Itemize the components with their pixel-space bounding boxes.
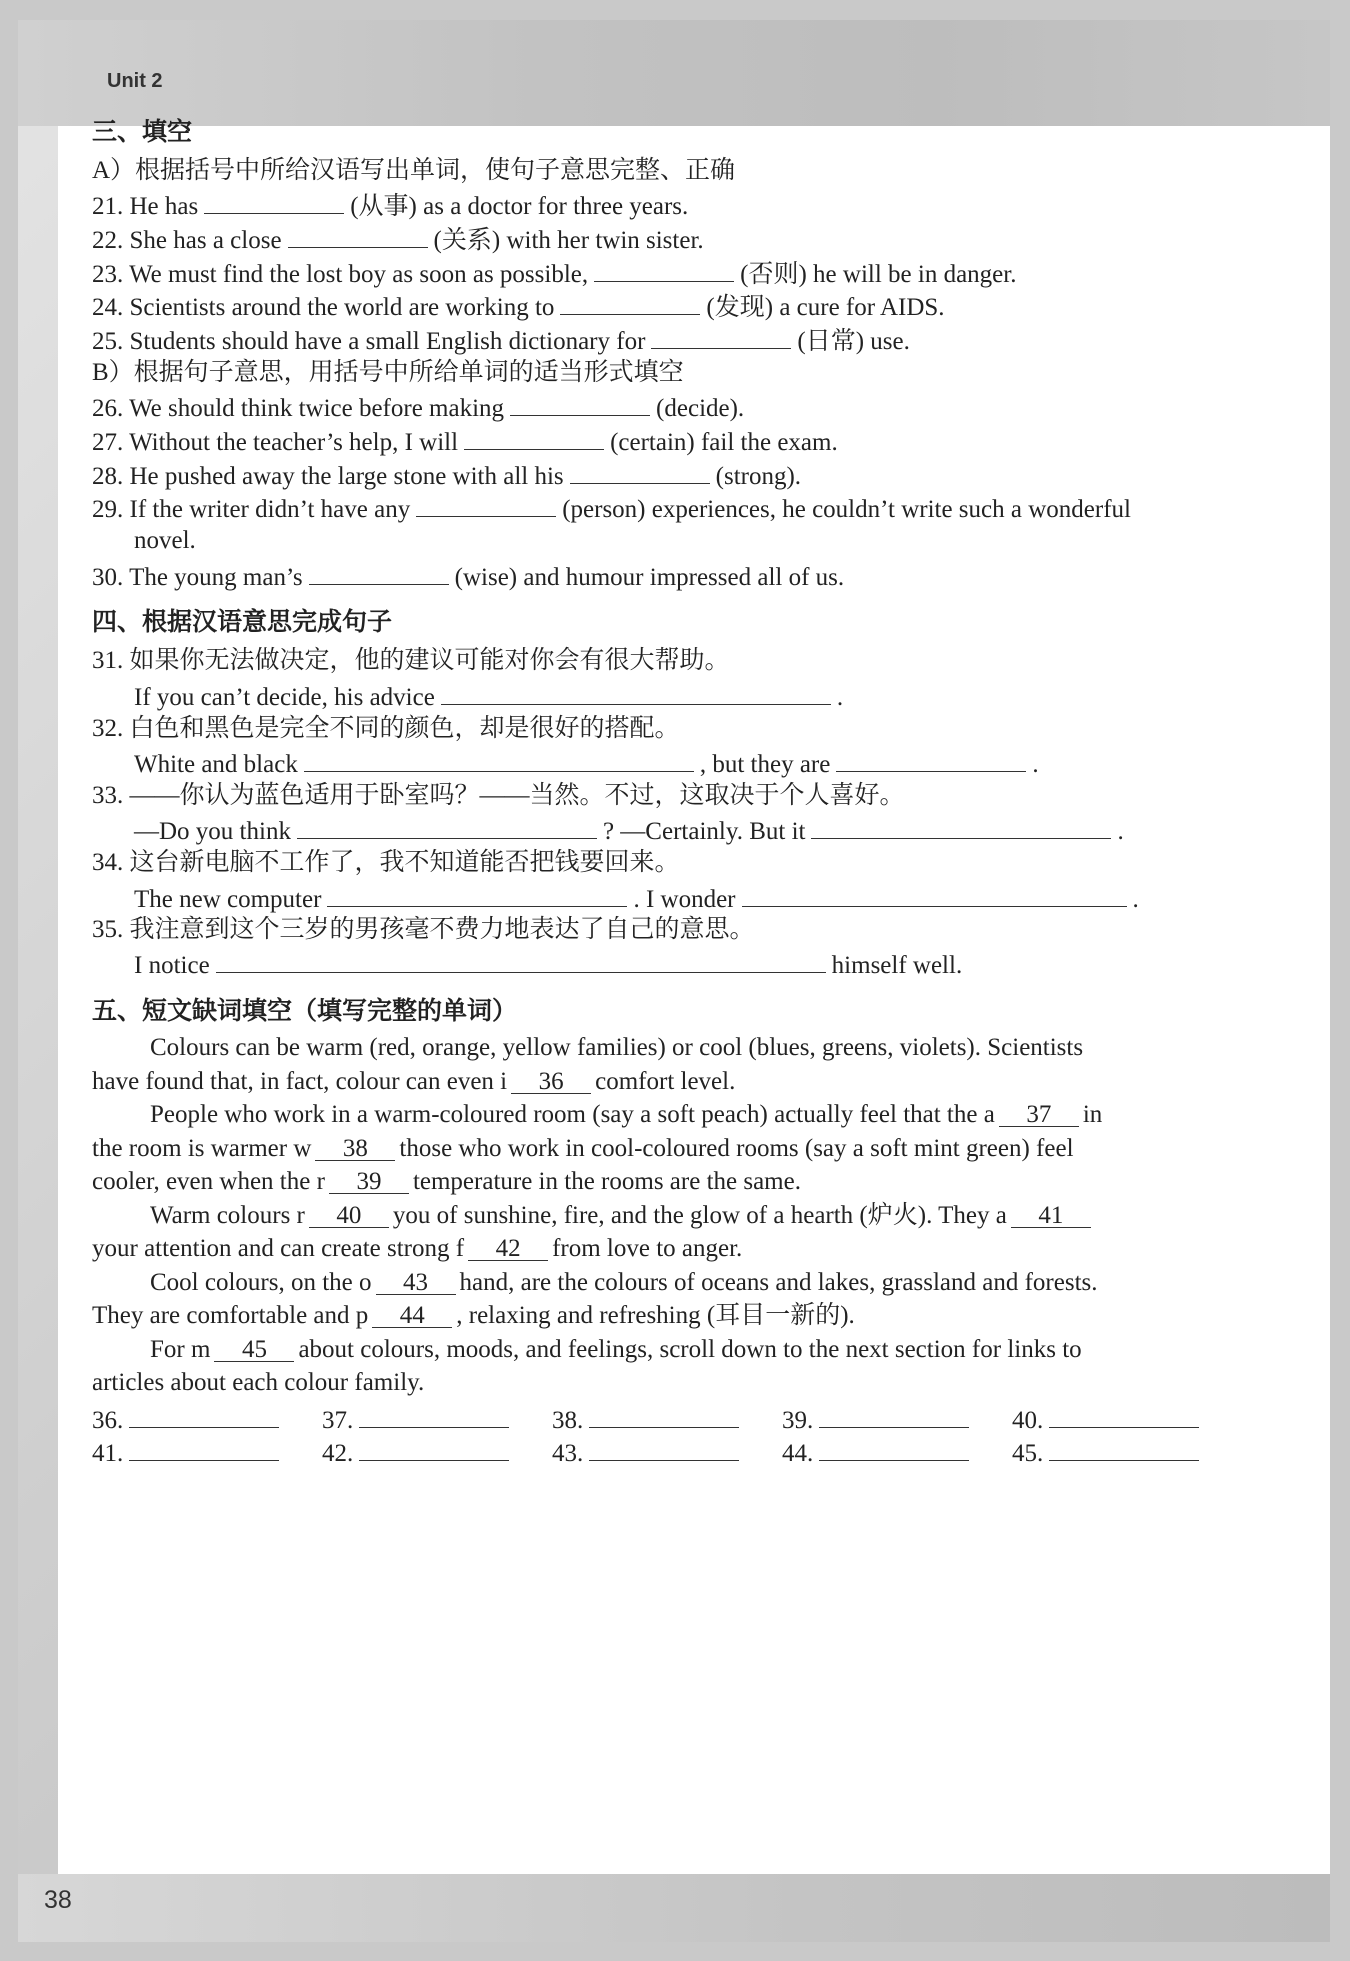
question-29-continued: novel. (134, 527, 196, 554)
question-31-chinese: 31. 如果你无法做决定，他的建议可能对你会有很大帮助。 (92, 647, 730, 674)
header-band (18, 20, 1330, 126)
answer-blank-21[interactable] (204, 187, 344, 214)
gap-39[interactable]: 39 (329, 1165, 409, 1194)
question-33-english: —Do you think ? —Certainly. But it . (92, 812, 1124, 849)
answer-line-42[interactable] (359, 1434, 509, 1461)
gap-36[interactable]: 36 (511, 1065, 591, 1094)
answer-row-1 (92, 1401, 1222, 1438)
passage-line-2: have found that, in fact, colour can even i 36 comfort level. (92, 1065, 735, 1099)
gap-44[interactable]: 44 (372, 1299, 452, 1328)
answer-slot-43[interactable]: 43. (552, 1434, 782, 1471)
passage-line-11: articles about each colour family. (92, 1369, 425, 1396)
question-32-chinese: 32. 白色和黑色是完全不同的颜色，却是很好的搭配。 (92, 715, 680, 742)
section-4-heading: 四、根据汉语意思完成句子 (92, 607, 393, 636)
question-26: 26. We should think twice before making (decide). (92, 389, 744, 426)
answer-row-2 (92, 1434, 1222, 1471)
answer-slot-42[interactable]: 42. (322, 1434, 552, 1471)
gap-43[interactable]: 43 (376, 1266, 456, 1295)
gap-37[interactable]: 37 (999, 1098, 1079, 1127)
answer-blank-25[interactable] (651, 322, 791, 349)
question-31-english: If you can’t decide, his advice . (92, 678, 843, 715)
gap-41[interactable]: 41 (1011, 1199, 1091, 1228)
answer-blank-22[interactable] (288, 221, 428, 248)
question-34-english: The new computer . I wonder . (92, 880, 1139, 917)
question-28: 28. He pushed away the large stone with all his (strong). (92, 457, 801, 494)
part-b-title: B）根据句子意思，用括号中所给单词的适当形式填空 (92, 359, 684, 386)
section-3-heading: 三、填空 (92, 117, 193, 146)
passage-line-3: People who work in a warm-coloured room (say a soft peach) actually feel that the a 37 in (92, 1098, 1102, 1132)
answer-slot-36[interactable]: 36. (92, 1401, 322, 1438)
question-32-english: White and black , but they are . (92, 745, 1039, 782)
gap-38[interactable]: 38 (315, 1132, 395, 1161)
section-5-heading: 五、短文缺词填空（填写完整的单词） (92, 996, 518, 1025)
answer-blank-32a[interactable] (304, 745, 694, 772)
answer-line-43[interactable] (589, 1434, 739, 1461)
question-35-chinese: 35. 我注意到这个三岁的男孩毫不费力地表达了自己的意思。 (92, 916, 755, 943)
answer-blank-31[interactable] (441, 678, 831, 705)
answer-blank-23[interactable] (594, 255, 734, 282)
passage-line-4: the room is warmer w 38 those who work in cool-coloured rooms (say a soft mint green) feel (92, 1132, 1074, 1166)
passage-line-9: They are comfortable and p 44 , relaxing and refreshing (耳目一新的). (92, 1299, 855, 1333)
answer-slot-45[interactable]: 45. (1012, 1434, 1222, 1471)
question-33-chinese: 33. ——你认为蓝色适用于卧室吗？——当然。不过，这取决于个人喜好。 (92, 782, 905, 809)
passage-line-6: Warm colours r 40 you of sunshine, fire, and the glow of a hearth (炉火). They a 41 (92, 1199, 1095, 1233)
question-23: 23. We must find the lost boy as soon as possible, (否则) he will be in danger. (92, 255, 1016, 292)
passage-line-1: Colours can be warm (red, orange, yellow families) or cool (blues, greens, violets). Scientists (150, 1034, 1084, 1061)
answer-line-44[interactable] (819, 1434, 969, 1461)
question-30: 30. The young man’s (wise) and humour impressed all of us. (92, 558, 844, 595)
answer-line-37[interactable] (359, 1401, 509, 1428)
answer-blank-34a[interactable] (327, 880, 627, 907)
answer-blank-35[interactable] (216, 946, 826, 973)
passage-line-7: your attention and can create strong f 42 from love to anger. (92, 1232, 742, 1266)
question-22: 22. She has a close (关系) with her twin sister. (92, 221, 704, 258)
answer-slot-40[interactable]: 40. (1012, 1401, 1222, 1438)
answer-slot-38[interactable]: 38. (552, 1401, 782, 1438)
answer-line-41[interactable] (129, 1434, 279, 1461)
answer-blank-29[interactable] (416, 490, 556, 517)
answer-blank-27[interactable] (464, 423, 604, 450)
gap-40[interactable]: 40 (309, 1199, 389, 1228)
answer-blank-26[interactable] (510, 389, 650, 416)
answer-blank-30[interactable] (309, 558, 449, 585)
answer-blank-33b[interactable] (811, 812, 1111, 839)
answer-line-45[interactable] (1049, 1434, 1199, 1461)
footer-band (18, 1874, 1330, 1942)
passage-line-8: Cool colours, on the o 43 hand, are the colours of oceans and lakes, grassland and forests. (92, 1266, 1098, 1300)
question-34-chinese: 34. 这台新电脑不工作了，我不知道能否把钱要回来。 (92, 849, 680, 876)
answer-line-36[interactable] (129, 1401, 279, 1428)
answer-line-40[interactable] (1049, 1401, 1199, 1428)
answer-blank-33a[interactable] (297, 812, 597, 839)
passage-line-10: For m 45 about colours, moods, and feelings, scroll down to the next section for links to (92, 1333, 1082, 1367)
answer-slot-37[interactable]: 37. (322, 1401, 552, 1438)
question-35-english: I notice himself well. (92, 946, 962, 983)
question-25: 25. Students should have a small English dictionary for (日常) use. (92, 322, 910, 359)
question-27: 27. Without the teacher’s help, I will (certain) fail the exam. (92, 423, 838, 460)
answer-slot-39[interactable]: 39. (782, 1401, 1012, 1438)
page-number: 38 (44, 1886, 72, 1914)
unit-label: Unit 2 (107, 70, 163, 92)
gap-45[interactable]: 45 (214, 1333, 294, 1362)
answer-slot-44[interactable]: 44. (782, 1434, 1012, 1471)
answer-blank-34b[interactable] (742, 880, 1127, 907)
gap-42[interactable]: 42 (468, 1232, 548, 1261)
part-a-title: A）根据括号中所给汉语写出单词，使句子意思完整、正确 (92, 157, 736, 184)
question-24: 24. Scientists around the world are working to (发现) a cure for AIDS. (92, 288, 945, 325)
question-29: 29. If the writer didn’t have any (person) experiences, he couldn’t write such a wonderful (92, 490, 1131, 527)
answer-slot-41[interactable]: 41. (92, 1434, 322, 1471)
answer-line-39[interactable] (819, 1401, 969, 1428)
answer-blank-32b[interactable] (836, 745, 1026, 772)
answer-blank-24[interactable] (560, 288, 700, 315)
answer-blank-28[interactable] (570, 457, 710, 484)
passage-line-5: cooler, even when the r 39 temperature in the rooms are the same. (92, 1165, 801, 1199)
answer-line-38[interactable] (589, 1401, 739, 1428)
question-21: 21. He has (从事) as a doctor for three years. (92, 187, 688, 224)
